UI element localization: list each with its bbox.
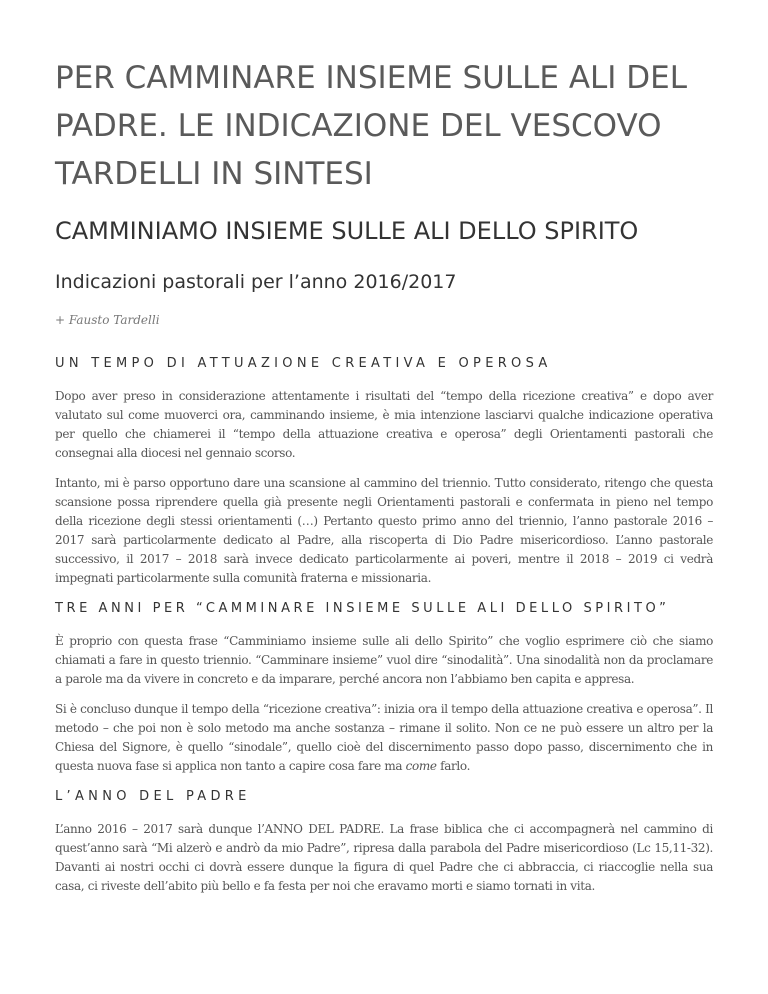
emphasis-text: come bbox=[405, 759, 437, 773]
author-name: + Fausto Tardelli bbox=[55, 313, 160, 327]
section-heading-anno-del-padre: L’ANNO DEL PADRE bbox=[55, 789, 251, 804]
paragraph: Intanto, mi è parso opportuno dare una scansione al cammino del triennio. Tutto considerato, ritengo che questa scansione possa riprendere quella già presente negli Orientamenti pastorali e confermata in pieno nel tempo della ricezione degli stessi orientamenti (…) Pertanto questo primo anno del triennio, l’anno pastorale 2016 – 2017 sarà particolarmente dedicato al Padre, alla riscoperta di Dio Padre misericordioso. L’anno pastorale successivo, il 2017 – 2018 sarà invece dedicato particolarmente ai poveri, mentre il 2018 – 2019 ci vedrà impegnati particolarmente sulla comunità fraterna e missionaria. bbox=[55, 476, 713, 585]
section-heading-attuazione: UN TEMPO DI ATTUAZIONE CREATIVA E OPEROSA bbox=[55, 356, 552, 371]
paragraph: Dopo aver preso in considerazione attentamente i risultati del “tempo della ricezione creativa” e dopo aver valutato sul come muoverci ora, camminando insieme, è mia intenzione lasciarvi qualche indicazione operativa per quello che chiamerei il “tempo della attuazione creativa e operosa” degli Orientamenti pastorali che consegnai alla diocesi nel gennaio scorso. bbox=[55, 389, 713, 460]
article-subtitle: CAMMINIAMO INSIEME SULLE ALI DELLO SPIRITO bbox=[55, 217, 639, 245]
section-heading-tre-anni: TRE ANNI PER “CAMMINARE INSIEME SULLE ALI DELLO SPIRITO” bbox=[55, 601, 670, 616]
paragraph-tail: farlo. bbox=[436, 759, 471, 773]
paragraph bbox=[55, 700, 713, 776]
paragraph-text: Si è concluso dunque il tempo della “ricezione creativa”: inizia ora il tempo della attuazione creativa e operosa”. Il metodo – che poi non è solo metodo ma anche sostanza – rimane il solito. Non ce ne può essere un altro per la Chiesa del Signore, è quello “sinodale”, quello cioè del discernimento passo dopo passo, discernimento che in questa nuova fase si applica non tanto a capire cosa fare ma bbox=[55, 702, 713, 773]
paragraph: L’anno 2016 – 2017 sarà dunque l’ANNO DEL PADRE. La frase biblica che ci accompagnerà nel cammino di quest’anno sarà “Mi alzerò e andrò da mio Padre”, ripresa dalla parabola del Padre misericordioso (Lc 15,11-32). Davanti ai nostri occhi ci dovrà essere dunque la figura di quel Padre che ci abbraccia, ci riaccoglie nella sua casa, ci riveste dell’abito più bello e fa festa per noi che eravamo morti e siamo tornati in vita. bbox=[55, 822, 713, 893]
article-tagline: Indicazioni pastorali per l’anno 2016/2017 bbox=[55, 271, 457, 293]
article-title: PER CAMMINARE INSIEME SULLE ALI DEL PADRE. LE INDICAZIONE DEL VESCOVO TARDELLI IN SINTESI bbox=[55, 60, 688, 192]
paragraph: È proprio con questa frase “Camminiamo insieme sulle ali dello Spirito” che voglio esprimere ciò che siamo chiamati a fare in questo triennio. “Camminare insieme” vuol dire “sinodalità”. Una sinodalità non da proclamare a parole ma da vivere in concreto e da imparare, perché ancora non l’abbiamo ben capita e appresa. bbox=[55, 634, 713, 686]
